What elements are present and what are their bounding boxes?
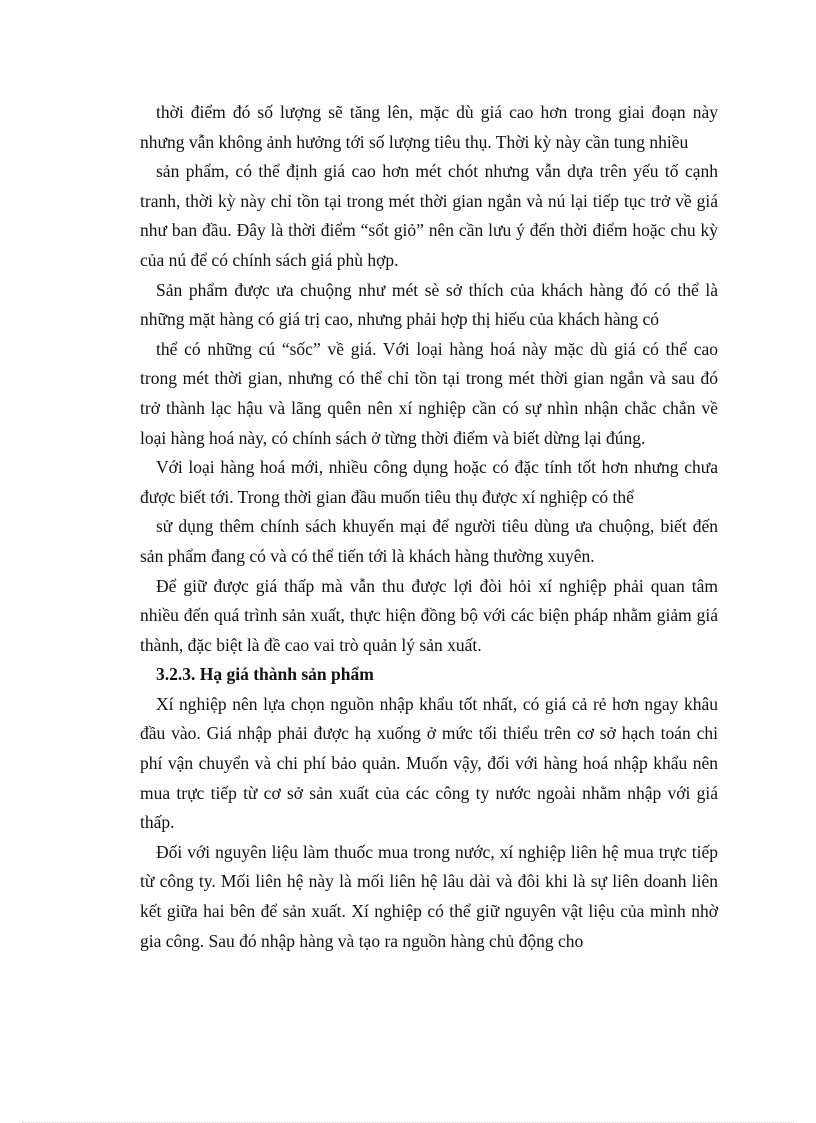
paragraph-7: Để giữ được giá thấp mà vẫn thu được lợi đòi hỏi xí nghiệp phải quan tâm nhiều đến quá trình sản xuất, thực hiện đồng bộ với các biện pháp nhằm giảm giá thành, đặc biệt là đề cao vai trò quản lý sản xuất. [140, 575, 718, 655]
paragraph-9: Đối với nguyên liệu làm thuốc mua trong nước, xí nghiệp liên hệ mua trực tiếp từ công ty. Mối liên hệ này là mối liên hệ lâu dài và đôi khi là sự liên doanh liên kết giữa hai bên để sản xuất. Xí nghiệp có thể giữ nguyên vật liệu của mình nhờ gia công. Sau đó nhập hàng và tạo ra nguồn hàng chủ động cho [140, 841, 718, 951]
document-body [140, 98, 718, 956]
paragraph-5: Với loại hàng hoá mới, nhiều công dụng hoặc có đặc tính tốt hơn nhưng chưa được biết tới. Trong thời gian đầu muốn tiêu thụ được xí nghiệp có thể [140, 457, 718, 507]
paragraph-8: Xí nghiệp nên lựa chọn nguồn nhập khẩu tốt nhất, có giá cả rẻ hơn ngay khâu đầu vào. Giá nhập phải được hạ xuống ở mức tối thiểu trên cơ sở hạch toán chi phí vận chuyển và chi phí bảo quản. Muốn vậy, đối với hàng hoá nhập khẩu nên mua trực tiếp từ cơ sở sản xuất của các công ty nước ngoài nhằm nhập với giá thấp. [140, 693, 718, 833]
paragraph-2: sản phẩm, có thể định giá cao hơn mét chót nhưng vẫn dựa trên yếu tố cạnh tranh, thời kỳ này chỉ tồn tại trong mét thời gian ngắn và nú lại tiếp tục trở về giá như ban đầu. Đây là thời điểm “sốt giỏ” nên cần lưu ý đến thời điểm hoặc chu kỳ của nú để có chính sách giá phù hợp. [140, 161, 718, 270]
paragraph-3: Sản phẩm được ưa chuộng như mét sè sở thích của khách hàng đó có thể là những mặt hàng có giá trị cao, nhưng phải hợp thị hiếu của khách hàng có [140, 279, 718, 330]
paragraph-4: thể có những cú “sốc” về giá. Với loại hàng hoá này mặc dù giá có thể cao trong mét thời gian, nhưng có thể chỉ tồn tại trong mét thời gian ngắn và sau đó trở thành lạc hậu và lãng quên nên xí nghiệp cần có sự nhìn nhận chắc chắn về loại hàng hoá này, có chính sách ở từng thời điểm và biết dừng lại đúng. [140, 338, 718, 448]
paragraph-1: thời điểm đó số lượng sẽ tăng lên, mặc dù giá cao hơn trong giai đoạn này nhưng vẫn không ảnh hưởng tới số lượng tiêu thụ. Thời kỳ này cần tung nhiều [140, 102, 718, 152]
section-heading: 3.2.3. Hạ giá thành sản phẩm [156, 664, 374, 685]
paragraph-6: sử dụng thêm chính sách khuyến mại để người tiêu dùng ưa chuộng, biết đến sản phẩm đang có và có thể tiến tới là khách hàng thường xuyên. [140, 516, 718, 566]
